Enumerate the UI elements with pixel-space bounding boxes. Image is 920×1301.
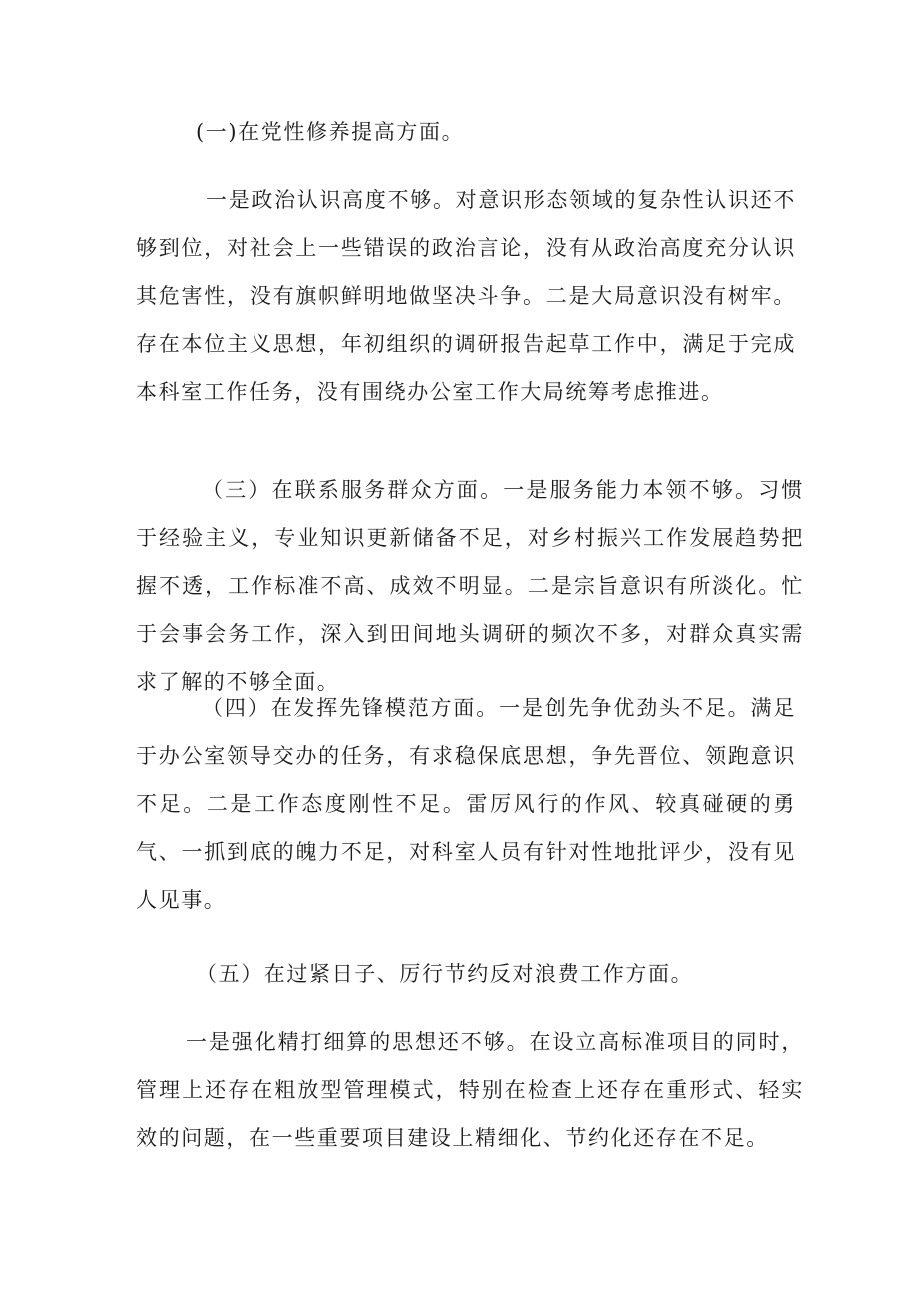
body-paragraph-vanguard-role: （四）在发挥先锋模范方面。一是创先争优劲头不足。满足于办公室领导交办的任务，有求稳保底思想，争先晋位、领跑意识不足。二是工作态度刚性不足。雷厉风行的作风、较真碰硬的勇气、一抓到底的魄力不足，对科室人员有针对性地批评少，没有见人见事。: [136, 696, 796, 912]
body-paragraph-political-awareness: 一是政治认识高度不够。对意识形态领域的复杂性认识还不够到位，对社会上一些错误的政治言论，没有从政治高度充分认识其危害性，没有旗帜鲜明地做坚决斗争。二是大局意识没有树牢。存在本位主义思想，年初组织的调研报告起草工作中，满足于完成本科室工作任务，没有围绕办公室工作大局统筹考虑推进。: [136, 188, 796, 404]
section-heading-party-spirit: (一)在党性修养提高方面。: [196, 120, 465, 144]
section-heading-frugality: （五）在过紧日子、厉行节约反对浪费工作方面。: [196, 962, 694, 986]
body-paragraph-frugality: 一是强化精打细算的思想还不够。在设立高标准项目的同时，管理上还存在粗放型管理模式，特别在检查上还存在重形式、轻实效的问题，在一些重要项目建设上精细化、节约化还存在不足。: [136, 1030, 804, 1150]
body-paragraph-serving-masses: （三）在联系服务群众方面。一是服务能力本领不够。习惯于经验主义，专业知识更新储备不足，对乡村振兴工作发展趋势把握不透，工作标准不高、成效不明显。二是宗旨意识有所淡化。忙于会事会务工作，深入到田间地头调研的频次不多，对群众真实需求了解的不够全面。: [136, 478, 804, 694]
